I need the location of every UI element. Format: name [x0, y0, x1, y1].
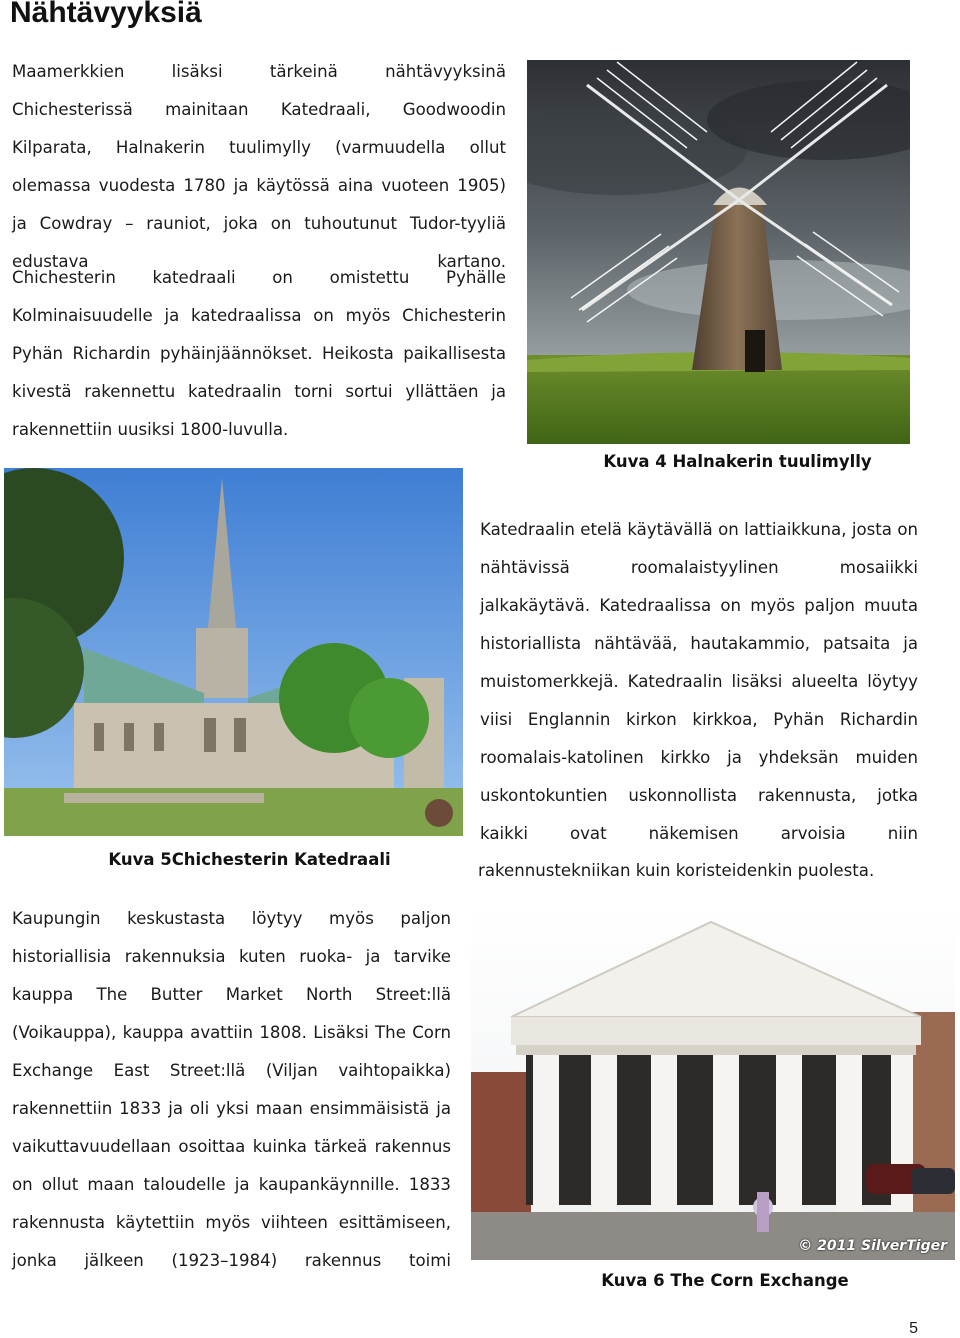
paragraph-landmarks: Maamerkkien lisäksi tärkeinä nähtävyyksinä Chichesterissä mainitaan Katedraali, Goodwoodin Kilparata, Halnakerin tuulimylly (varmuudella ollut olemassa vuodesta 1780 ja käytössä aina vuoteen 1905) ja Cowdray – rauniot, joka on tuhoutunut Tudor-tyyliä edustava kartano. — [12, 62, 506, 271]
caption-corn-exchange: Kuva 6 The Corn Exchange — [601, 1271, 849, 1290]
corn-exchange-photo — [471, 902, 955, 1260]
page-title: Nähtävyyksiä — [10, 0, 202, 29]
caption-windmill: Kuva 4 Halnakerin tuulimylly — [603, 452, 872, 471]
caption-cathedral: Kuva 5Chichesterin Katedraali — [108, 850, 391, 869]
paragraph-cathedral-details: Katedraalin etelä käytävällä on lattiaikkuna, josta on nähtävissä roomalaistyylinen mosaiikki jalkakäytävä. Katedraalissa on myös paljon muuta historiallista nähtävää, hautakammio, patsaita ja muistomerkkejä. Katedraalin lisäksi alueelta löytyy viisi Englannin kirkon kirkkoa, Pyhän Richardin roomalais-katolinen kirkko ja yhdeksän muiden uskontokuntien uskonnollista rakennusta, jotka kaikki ovat näkemisen arvoisia niin — [480, 520, 918, 843]
photo-watermark: © 2011 SilverTiger — [798, 1238, 947, 1254]
windmill-photo — [527, 60, 910, 444]
paragraph-historic-buildings: Kaupungin keskustasta löytyy myös paljon historiallisia rakennuksia kuten ruoka- ja tarvike kauppa The Butter Market North Street:llä (Voikauppa), kauppa avattiin 1808. Lisäksi The Corn Exchange East Street:llä (Viljan vaihtopaikka) rakennettiin 1833 ja oli yksi maan ensimmäisistä ja vaikuttavuudellaan osoittaa kuinka tärkeä rakennus on ollut maan taloudelle ja kaupankäynnille. 1833 rakennusta käytettiin myös viihteen esittämiseen, jonka jälkeen (1923–1984) rakennus toimi — [12, 909, 451, 1270]
paragraph-cathedral-intro: Chichesterin katedraali on omistettu Pyhälle Kolminaisuudelle ja katedraalissa on myös Chichesterin Pyhän Richardin pyhäinjäännökset. Heikosta paikallisesta kivestä rakennettu katedraalin torni sortui yllättäen ja rakennettiin uusiksi 1800-luvulla. — [12, 268, 506, 439]
cathedral-photo — [4, 468, 463, 836]
page-number: 5 — [909, 1320, 918, 1337]
paragraph-cathedral-details-end: rakennustekniikan kuin koristeidenkin puolesta. — [478, 861, 875, 880]
